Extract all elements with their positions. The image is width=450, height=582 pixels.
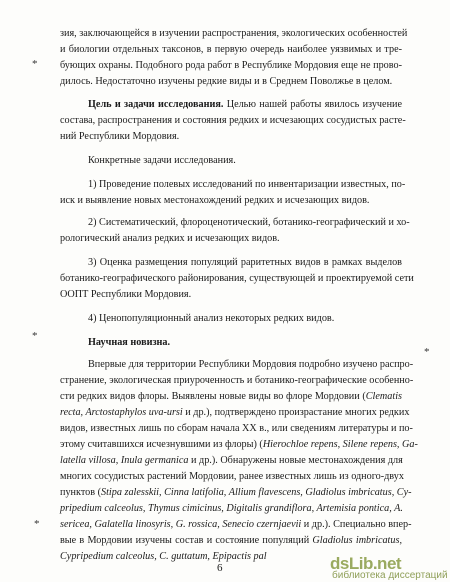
text-line: ний Республики Мордовия. xyxy=(60,131,180,142)
paragraph-goal xyxy=(88,98,402,111)
heading-novelty xyxy=(88,336,402,349)
text-line xyxy=(60,502,402,515)
margin-mark: * xyxy=(32,330,38,342)
taxon-name: Clematis xyxy=(365,391,402,402)
text-line: видов, известных лишь по сборам начала XX в., или сведениям литературы и по- xyxy=(60,423,413,434)
text-line xyxy=(60,454,402,467)
text-line xyxy=(60,406,410,419)
taxon-name: sericea, Galatella linosyris, G. rossica, Senecio czernjaevii xyxy=(60,519,302,530)
text-span: вые в Мордовии изучены состав и состояние популяций xyxy=(60,535,313,546)
margin-mark: * xyxy=(34,518,40,530)
taxon-name: Stipa zalesskii, Cinna latifolia, Allium flavescens, Gladiolus imbricatus, Cy- xyxy=(100,487,412,498)
taxon-name: Hierochloe repens, Silene repens, Ga- xyxy=(262,439,418,450)
taxon-name: pripedium calceolus, Thymus cimicinus, Digitalis grandiflora, Artemisia pontica, A. xyxy=(60,503,403,514)
watermark-logo: dsLib.net xyxy=(330,554,402,573)
text-line xyxy=(60,518,412,531)
text-span: и др.). Обнаружены новые местонахождения для xyxy=(188,455,403,466)
text-line: и биологии отдельных таксонов, в первую очередь наиболее уязвимых и тре- xyxy=(60,44,402,55)
text-line: зия, заключающейся в изучении распространения, экологических особенностей xyxy=(60,28,408,39)
taxon-name: latella villosa, Inula germanica xyxy=(60,455,189,466)
text-line: бующих охраны. Подобного рода работ в Республике Мордовия еще не прово- xyxy=(60,60,402,71)
text-span: этому считавшихся исчезнувшими из флоры) ( xyxy=(60,439,263,450)
text-line: 4) Ценопопуляционный анализ некоторых редких видов. xyxy=(88,313,335,324)
text-line xyxy=(60,438,418,451)
text-span: и др.), подтверждено произрастание многих редких xyxy=(182,407,410,418)
text-line: 1) Проведение полевых исследований по инвентаризации известных, по- xyxy=(88,179,406,190)
text-line: ООПТ Республики Мордовия. xyxy=(60,289,192,300)
text-line: состава, распространения и состояния редких и исчезающих сосудистых расте- xyxy=(60,115,406,126)
watermark-subtitle: библиотека диссертаций xyxy=(332,570,448,581)
text-line xyxy=(60,550,267,563)
text-span: и др.). Специально впер- xyxy=(301,519,412,530)
text-span: Целью нашей работы явилось изучение xyxy=(223,99,402,110)
heading-goal: Цель и задачи исследования. xyxy=(88,99,224,110)
text-line xyxy=(60,534,402,547)
text-line: 2) Систематический, флороценотический, ботанико-географический и хо- xyxy=(88,217,410,228)
text-line: странение, экологическая приуроченность и ботанико-географические особенно- xyxy=(60,375,414,386)
text-span: сти редких видов флоры. Выявлены новые виды во флоре Мордовии ( xyxy=(60,391,366,402)
text-line: Впервые для территории Республики Мордовия подробно изучено распро- xyxy=(88,359,414,370)
taxon-name: Gladiolus imbricatus, xyxy=(312,535,402,546)
taxon-name: recta, Arctostaphylos uva-ursi xyxy=(60,407,183,418)
watermark xyxy=(330,554,448,582)
heading-novelty-text: Научная новизна. xyxy=(88,337,171,348)
margin-mark: * xyxy=(424,346,430,358)
text-line xyxy=(60,486,412,499)
text-line: рологический анализ редких и исчезающих видов. xyxy=(60,233,280,244)
text-line xyxy=(60,390,402,403)
text-line: 3) Оценка размещения популяций раритетных видов в рамках выделов xyxy=(88,257,402,268)
text-line: дилось. Недостаточно изучены редкие виды и в Среднем Поволжье в целом. xyxy=(60,76,393,87)
page-number: 6 xyxy=(217,562,223,574)
subheading-tasks: Конкретные задачи исследования. xyxy=(88,155,236,166)
text-line: иск и выявление новых местонахождений редких и исчезающих видов. xyxy=(60,195,370,206)
text-span: пунктов ( xyxy=(60,487,101,498)
text-line: многих сосудистых растений Мордовии, ранее известных лишь из одного-двух xyxy=(60,471,404,482)
text-line: ботанико-географического районирования, существующей и проектируемой сети xyxy=(60,273,414,284)
margin-mark: * xyxy=(32,58,38,70)
taxon-name: Cypripedium calceolus, C. guttatum, Epipactis pal xyxy=(60,551,267,562)
